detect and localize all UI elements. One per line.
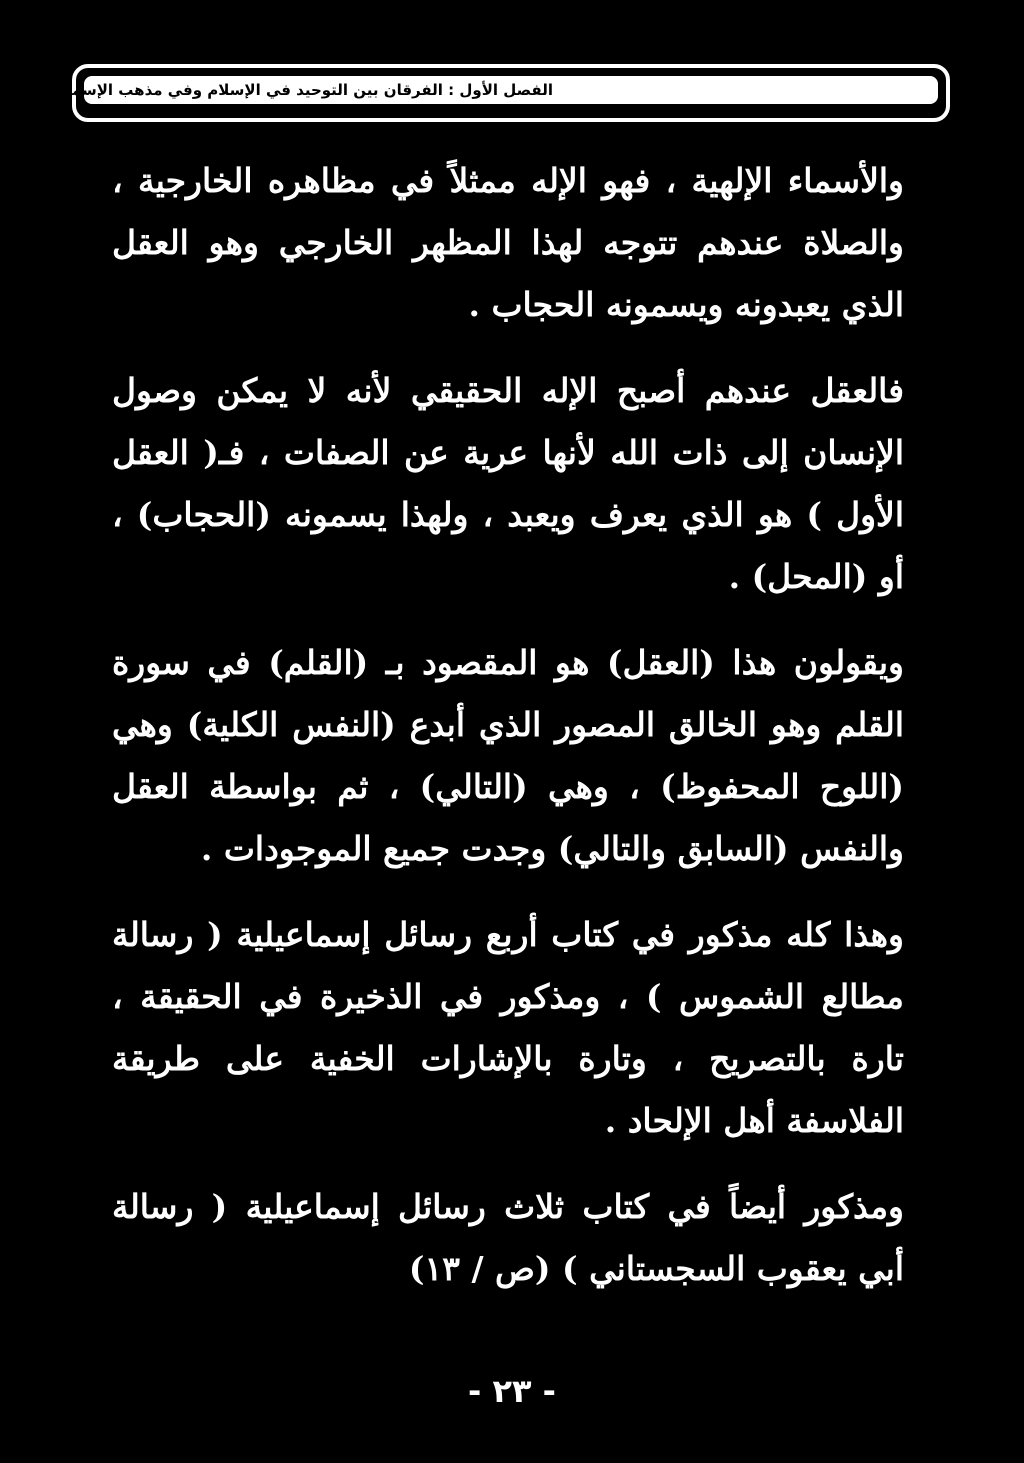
paragraph-4: وهذا كله مذكور في كتاب أربع رسائل إسماعيلية ( رسالة مطالع الشموس ) ، ومذكور في الذخيرة في الحقيقة ، تارة بالتصريح ، وتارة بالإشارات الخفية على طريقة الفلاسفة أهل الإلحاد . <box>112 915 904 1140</box>
running-header-title: الفصل الأول : الفرقان بين التوحيد في الإسلام وفي مذهب الإسماعيلية <box>84 76 938 104</box>
page-number: - ٢٣ - <box>468 1372 556 1410</box>
body-text <box>112 150 904 1324</box>
paragraph-3: ويقولون هذا (العقل) هو المقصود بـ (القلم) في سورة القلم وهو الخالق المصور الذي أبدع (النفس الكلية) وهي (اللوح المحفوظ) ، وهي (التالي) ، ثم بواسطة العقل والنفس (السابق والتالي) وجدت جميع الموجودات . <box>112 643 904 868</box>
running-header-frame <box>28 64 950 122</box>
paragraph-2: فالعقل عندهم أصبح الإله الحقيقي لأنه لا يمكن وصول الإنسان إلى ذات الله لأنها عرية عن الصفات ، فـ( العقل الأول ) هو الذي يعرف ويعبد ، ولهذا يسمونه (الحجاب) ، أو (المحل) . <box>112 371 904 596</box>
paragraph-5: ومذكور أيضاً في كتاب ثلاث رسائل إسماعيلية ( رسالة أبي يعقوب السجستاني ) (ص / ١٣) <box>112 1187 904 1288</box>
paragraph-1: والأسماء الإلهية ، فهو الإله ممثلاً في مظاهره الخارجية ، والصلاة عندهم تتوجه لهذا المظهر الخارجي وهو العقل الذي يعبدونه ويسمونه الحجاب . <box>112 161 904 324</box>
